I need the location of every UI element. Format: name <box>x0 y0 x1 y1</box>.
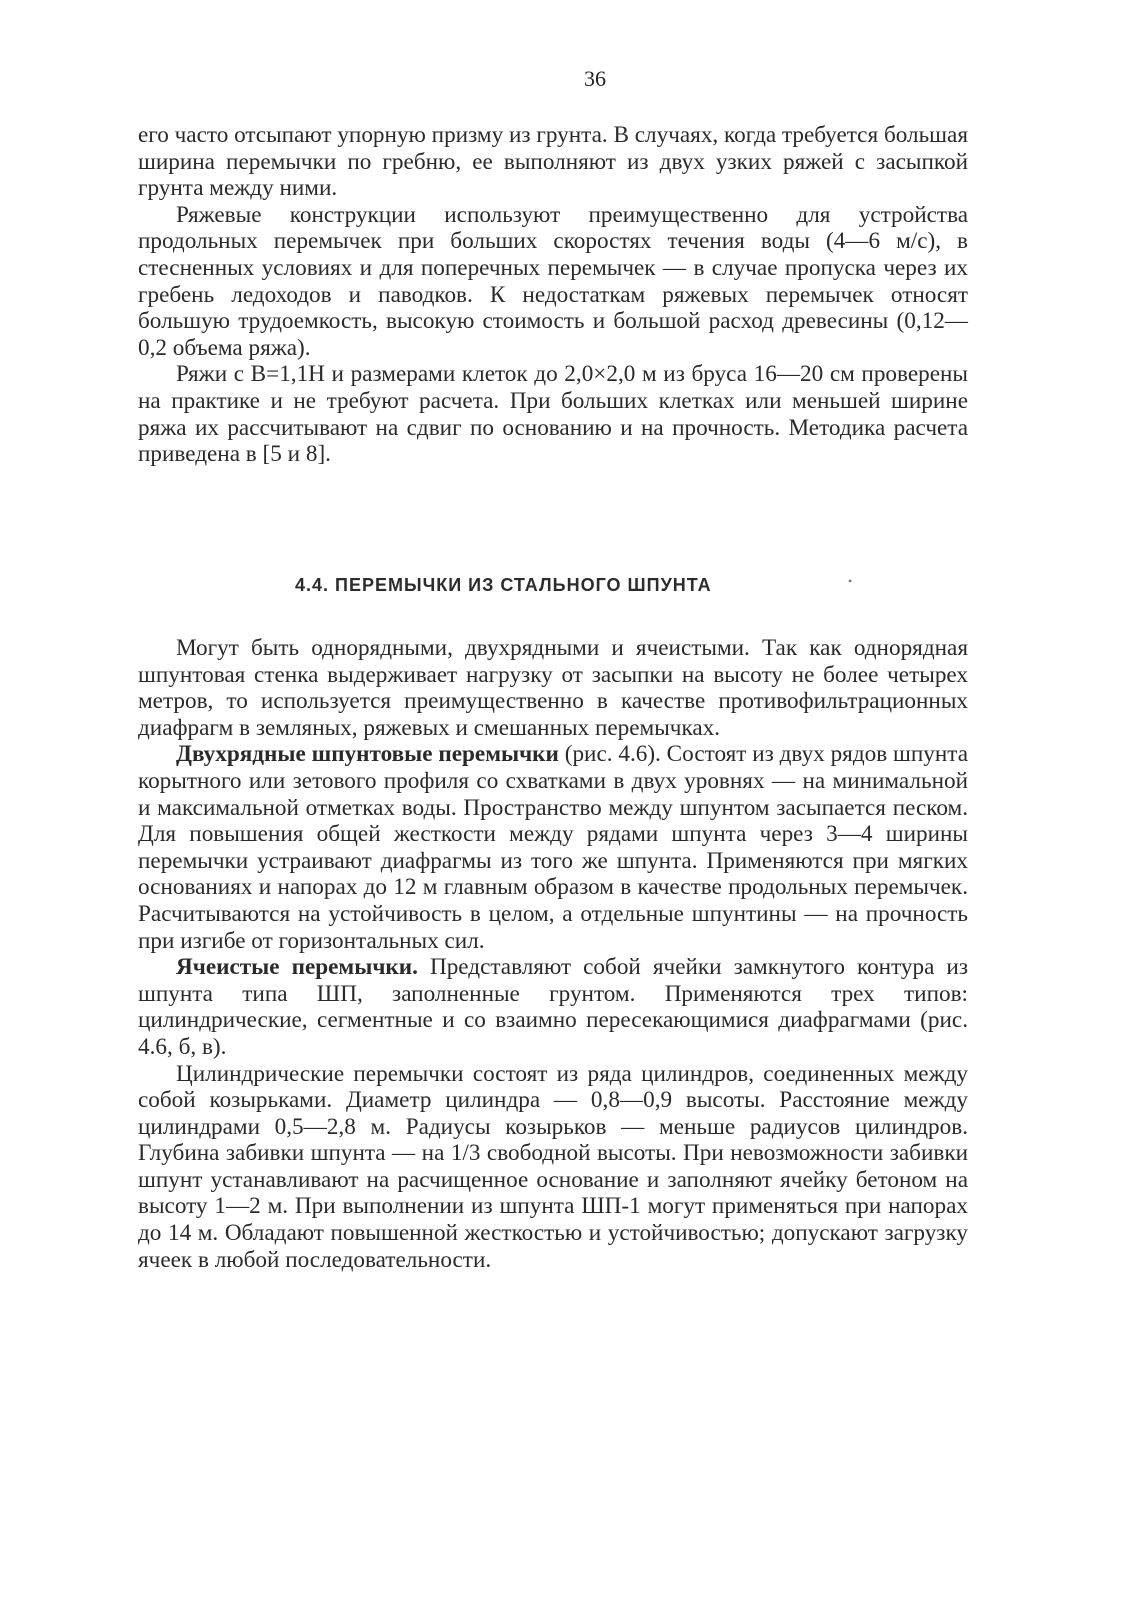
text-block-top <box>138 122 968 468</box>
paragraph-continuation: его часто отсыпают упорную призму из грунта. В случаях, когда требуется большая ширина перемычки по гребню, ее выполняют из двух узких ряжей с засыпкой грунта между ними. <box>138 122 968 202</box>
paragraph-double-row <box>138 741 968 954</box>
section-heading: 4.4. ПЕРЕМЫЧКИ ИЗ СТАЛЬНОГО ШПУНТА <box>295 575 712 595</box>
paragraph-ryazh-dimensions: Ряжи с B=1,1H и размерами клеток до 2,0×2,0 м из бруса 16—20 см проверены на практике и не требуют расчета. При больших клетках или меньшей ширине ряжа их рассчитывают на сдвиг по основанию и на прочность. Методика расчета приведена в [5 и 8]. <box>138 361 968 468</box>
paragraph-body: (рис. 4.6). Состоят из двух рядов шпунта корытного или зетового профиля со схватками в двух уровнях — на минимальной и максимальной отметках воды. Пространство между шпунтом засыпается песком. Для повышения общей жесткости между рядами шпунта через 3—4 ширины перемычки устраивают диафрагмы из того же шпунта. Применяются при мягких основаниях и напорах до 12 м главным образом в качестве продольных перемычек. Расчитываются на устойчивость в целом, а отдельные шпунтины — на прочность при изгибе от горизонтальных сил. <box>138 741 968 954</box>
text-block-bottom <box>138 635 968 1273</box>
paragraph-intro <box>138 635 968 741</box>
paragraph-lead: Ячеистые перемычки. <box>176 954 418 981</box>
paragraph-ryazh-constructions: Ряжевые конструкции используют преимущественно для устройства продольных перемычек при больших скоростях течения воды (4—6 м/с), в стесненных условиях и для поперечных перемычек — в случае пропуска через их гребень ледоходов и паводков. К недостаткам ряжевых перемычек относят большую трудоемкость, высокую стоимость и большой расход древесины (0,12—0,2 объема ряжа). <box>138 201 968 361</box>
paragraph-body: Цилиндрические перемычки состоят из ряда цилиндров, соединенных между собой козырьками. Диаметр цилиндра — 0,8—0,9 высоты. Расстояние между цилиндрами 0,5—2,8 м. Радиусы козырьков — меньше радиусов цилиндров. Глубина забивки шпунта — на 1/3 свободной высоты. При невозможности забивки шпунт устанавливают на расчищенное основание и заполняют ячейку бетоном на высоту 1—2 м. При выполнении из шпунта ШП-1 могут применяться при напорах до 14 м. Обладают повышенной жесткостью и устойчивостью; допускают загрузку ячеек в любой последовательности. <box>138 1060 968 1273</box>
page-number: 36 <box>584 66 606 91</box>
paragraph-cellular <box>138 954 968 1060</box>
paragraph-body: Могут быть однорядными, двухрядными и ячеистыми. Так как однорядная шпунтовая стенка выдерживает нагрузку от засыпки на высоту не более четырех метров, то используется преимущественно в качестве противофильтрационных диафрагм в земляных, ряжевых и смешанных перемычках. <box>138 635 968 741</box>
scan-speck: • <box>848 574 853 588</box>
paragraph-body: Представляют собой ячейки замкнутого контура из шпунта типа ШП, заполненные грунтом. Применяются трех типов: цилиндрические, сегментные и со взаимно пересекающимися диафрагмами (рис. 4.6, б, в). <box>138 954 968 1060</box>
paragraph-cylindrical <box>138 1061 968 1274</box>
paragraph-lead: Двухрядные шпунтовые перемычки <box>176 741 559 768</box>
